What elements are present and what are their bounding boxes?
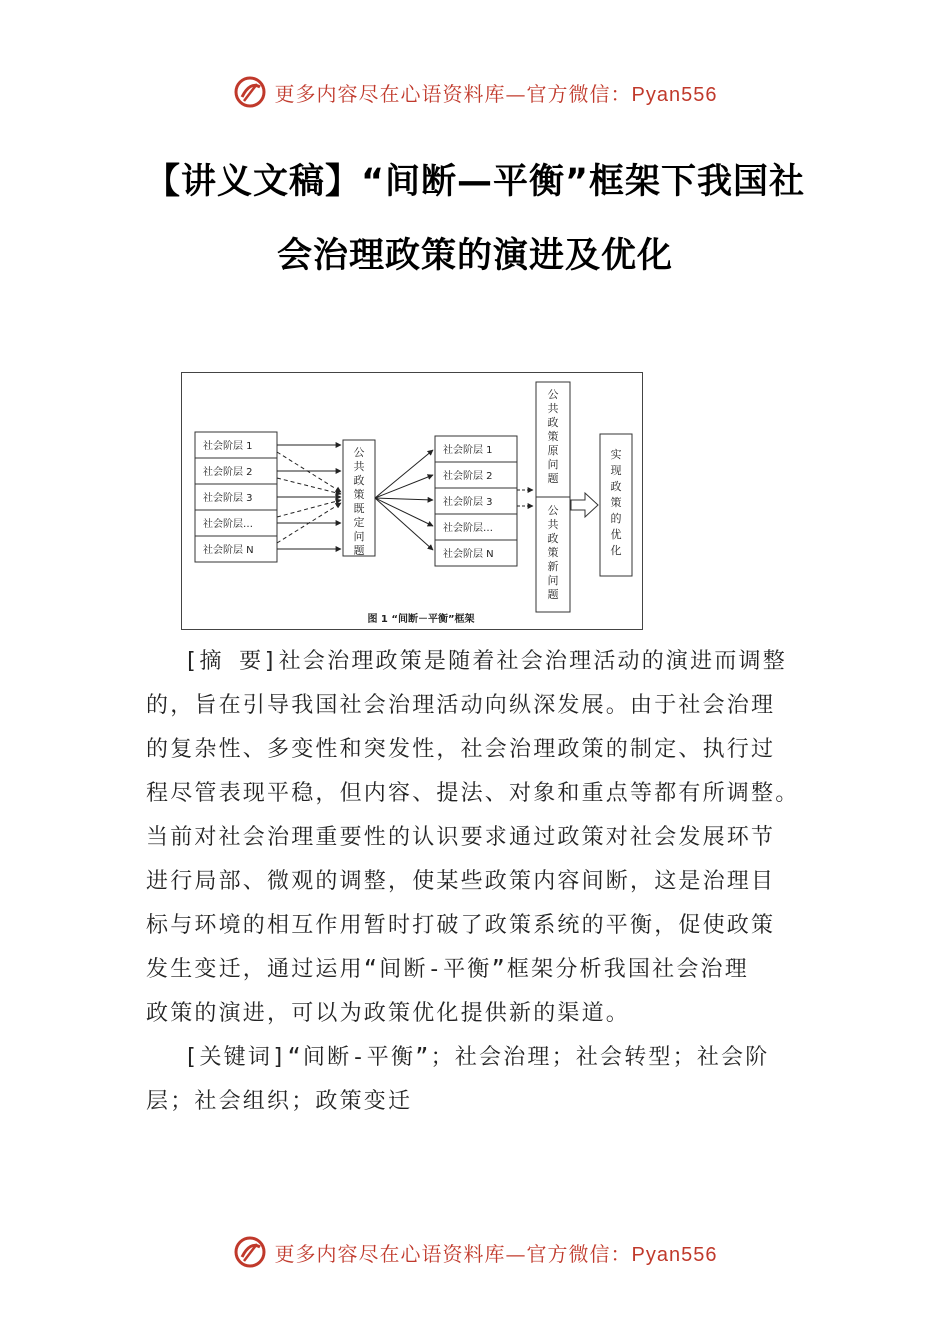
document-title-line-1: 【讲义文稿】“间断—平衡”框架下我国社 [144, 162, 805, 202]
result-box [600, 434, 632, 576]
result-label: 实现政策的优化 [610, 448, 622, 557]
right-layer-label: 社会阶层 3 [443, 497, 493, 508]
left-layer-label: 社会阶层 1 [203, 441, 253, 452]
abstract-line: 当前对社会治理重要性的认识要求通过政策对社会发展环节 [146, 825, 776, 850]
header-watermark [0, 72, 950, 112]
brand-logo-icon [233, 1235, 267, 1269]
keywords-paragraph [146, 1036, 826, 1124]
right-layer-label: 社会阶层… [443, 523, 493, 534]
left-layer-label: 社会阶层 2 [203, 467, 253, 478]
brand-logo-icon [233, 75, 267, 109]
document-title-line-2: 会治理政策的演进及优化 [276, 236, 673, 276]
footer-wechat-id: Pyan556 [631, 1243, 718, 1266]
policy-original-label: 公共政策原问题 [547, 388, 559, 485]
right-layer-label: 社会阶层 1 [443, 445, 493, 456]
abstract-line: 程尽管表现平稳，但内容、提法、对象和重点等都有所调整。 [146, 781, 800, 806]
policy-new-label: 公共政策新问题 [547, 504, 559, 601]
figure-caption: 图 1 “间断－平衡”框架 [367, 614, 475, 625]
abstract-line: 发生变迁，通过运用“间断-平衡”框架分析我国社会治理 [146, 957, 749, 982]
left-layer-stack [195, 432, 277, 562]
abstract-line: 的复杂性、多变性和突发性，社会治理政策的制定、执行过 [146, 737, 776, 762]
left-layer-label: 社会阶层 3 [203, 493, 253, 504]
abstract-line: 进行局部、微观的调整，使某些政策内容间断，这是治理目 [146, 869, 776, 894]
abstract-line: [摘 要]社会治理政策是随着社会治理活动的演进而调整 [184, 649, 787, 674]
center-policy-box [343, 440, 375, 557]
header-brand-text: 更多内容尽在心语资料库—官方微信：Pyan556 [274, 81, 718, 106]
right-layer-label: 社会阶层 2 [443, 471, 493, 482]
abstract-paragraph [146, 640, 826, 1036]
abstract-line: 标与环境的相互作用暂时打破了政策系统的平衡，促使政策 [146, 913, 776, 938]
keywords-line: [关键词]“间断-平衡”；社会治理；社会转型；社会阶 [184, 1045, 770, 1070]
right-layer-stack [435, 436, 517, 566]
center-policy-label: 公共政策既定问题 [353, 446, 365, 557]
footer-brand-text: 更多内容尽在心语资料库—官方微信：Pyan556 [274, 1241, 718, 1266]
footer-watermark [0, 1232, 950, 1272]
policy-problem-column [536, 382, 570, 612]
abstract-line: 的，旨在引导我国社会治理活动向纵深发展。由于社会治理 [146, 693, 776, 718]
keywords-line: 层；社会组织；政策变迁 [146, 1089, 413, 1114]
abstract-line: 政策的演进，可以为政策优化提供新的渠道。 [146, 1001, 631, 1026]
framework-figure [181, 372, 643, 630]
article-body [146, 640, 826, 1124]
header-wechat-id: Pyan556 [631, 83, 718, 106]
right-layer-label: 社会阶层 N [443, 549, 494, 560]
left-layer-label: 社会阶层 N [203, 545, 254, 556]
left-layer-label: 社会阶层… [203, 519, 253, 530]
